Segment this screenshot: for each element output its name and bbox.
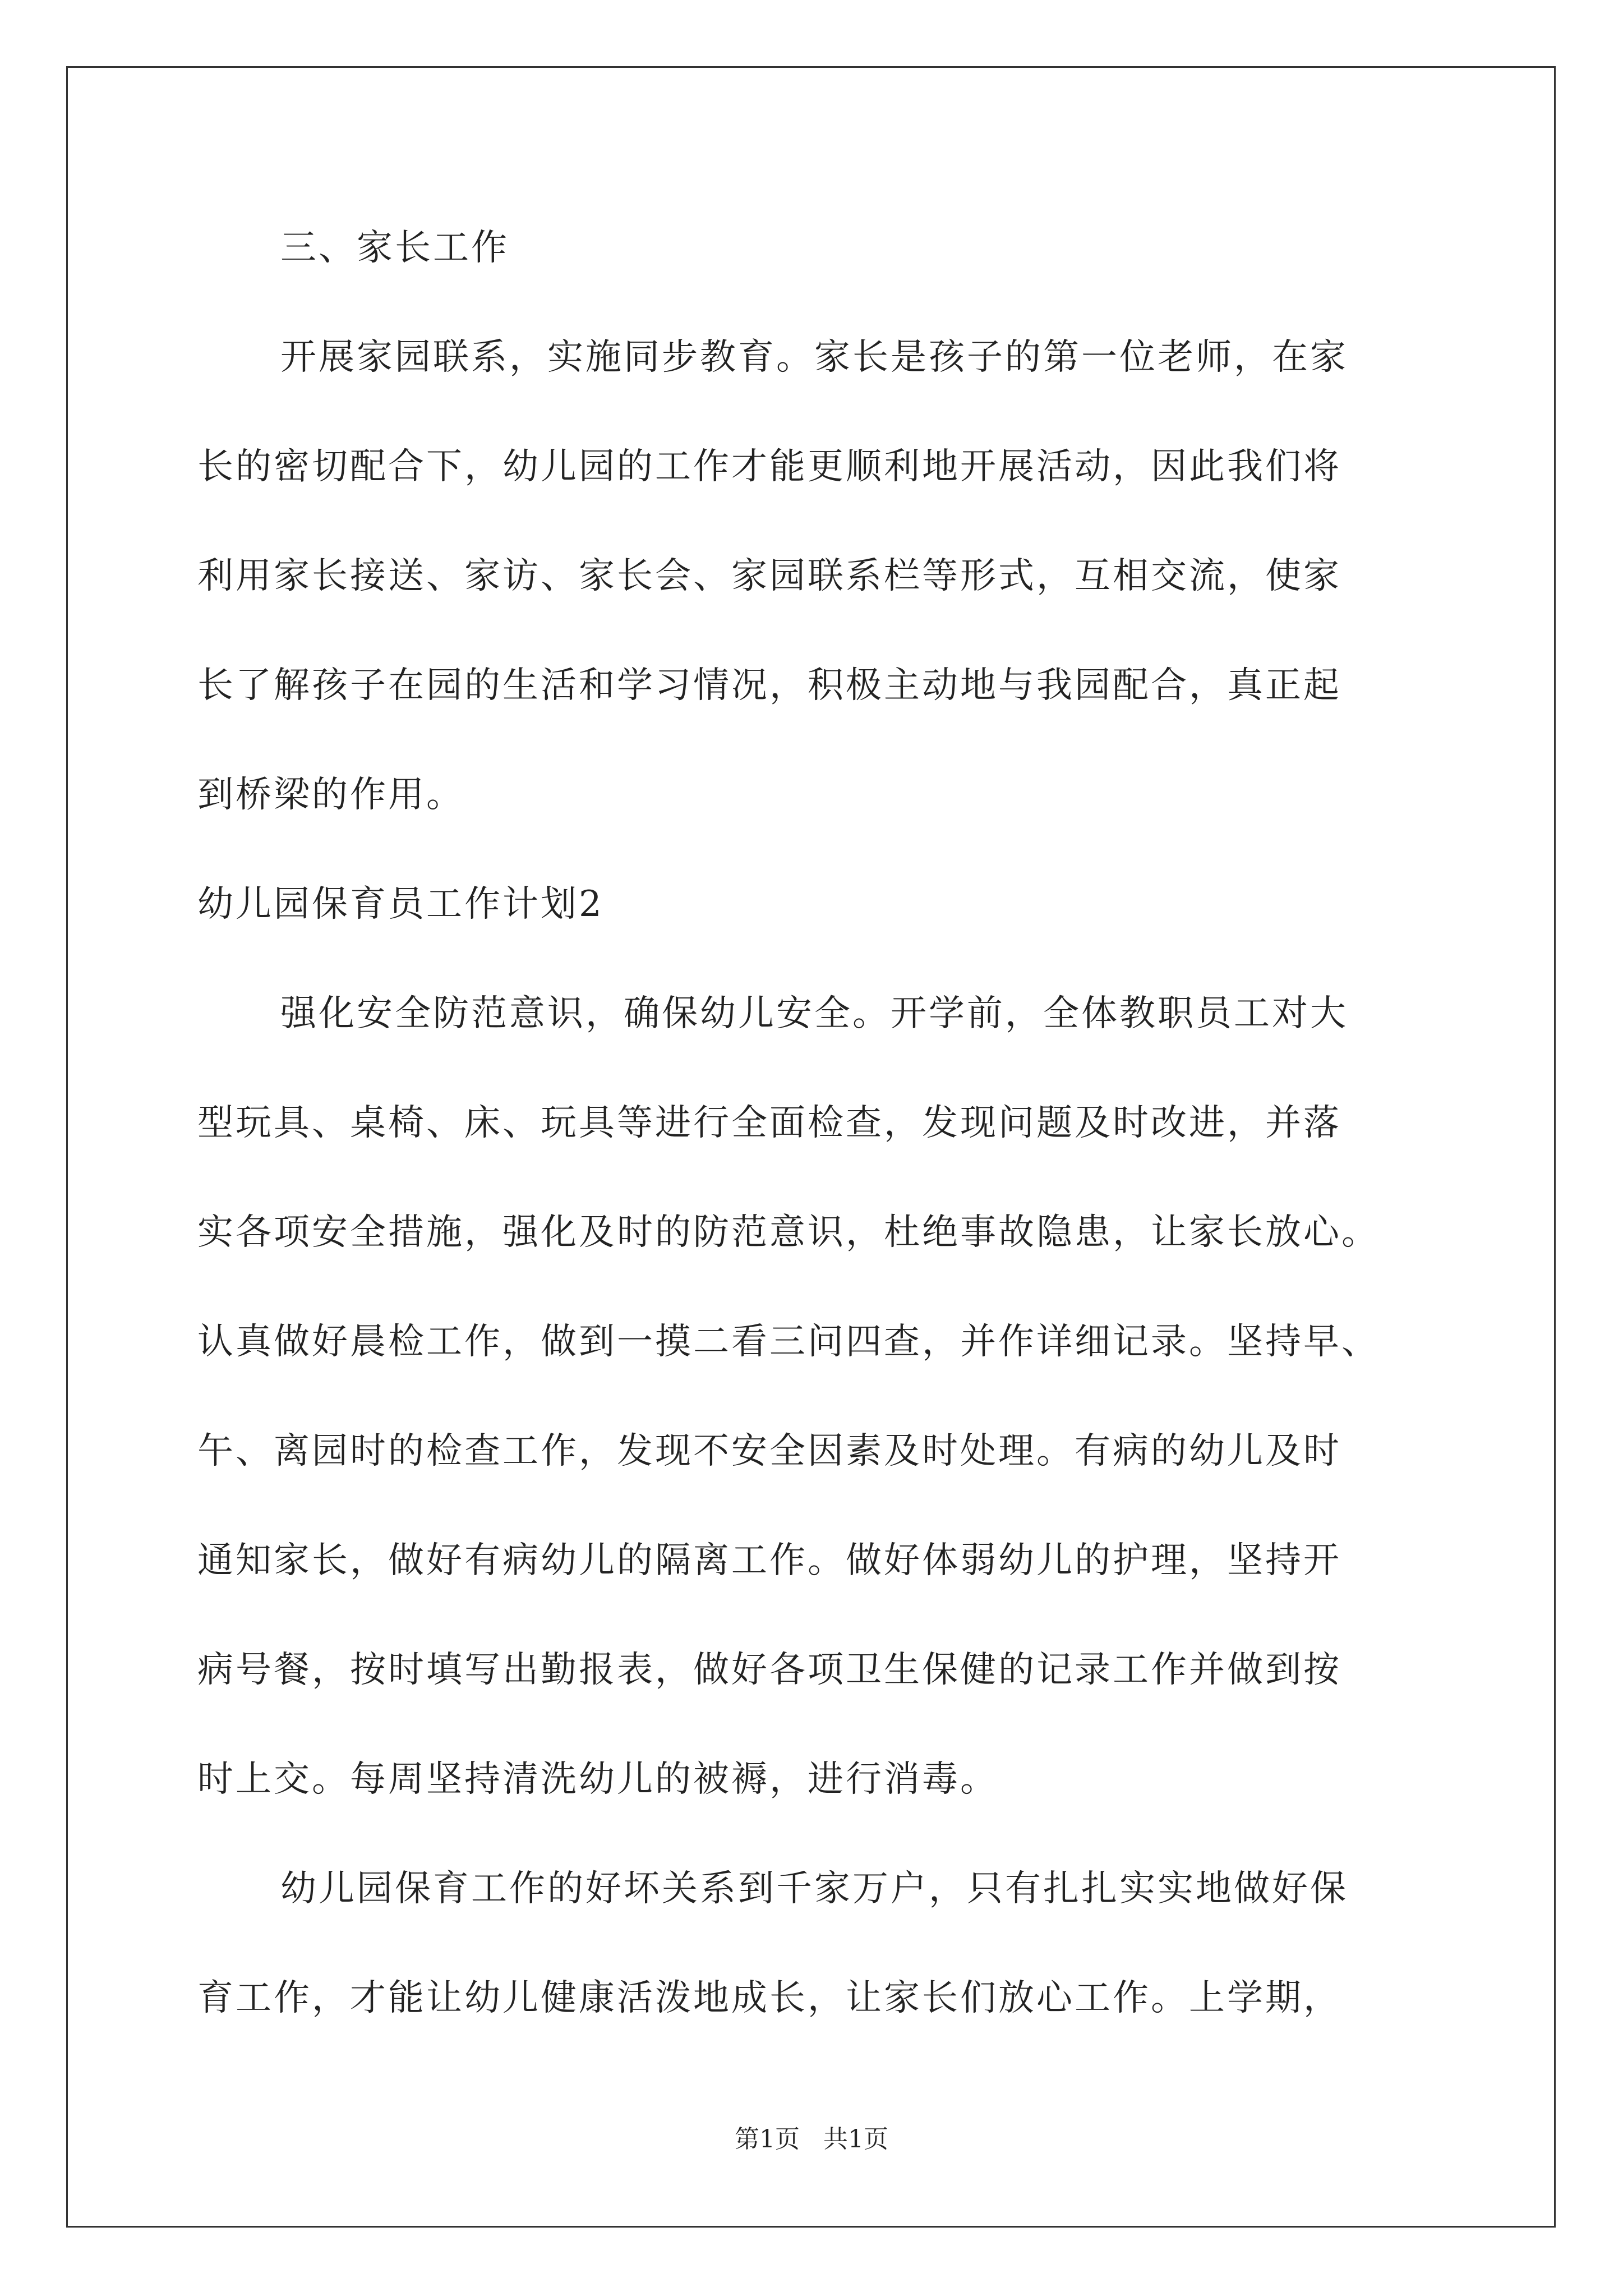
paragraph-line: 型玩具、桌椅、床、玩具等进行全面检查，发现问题及时改进，并落 bbox=[197, 1102, 1341, 1144]
paragraph-line: 育工作，才能让幼儿健康活泼地成长，让家长们放心工作。上学期， bbox=[197, 1977, 1341, 2019]
paragraph-line: 病号餐，按时填写出勤报表，做好各项卫生保健的记录工作并做到按 bbox=[197, 1649, 1341, 1691]
paragraph-line: 通知家长，做好有病幼儿的隔离工作。做好体弱幼儿的护理，坚持开 bbox=[197, 1540, 1341, 1581]
section-heading: 三、家长工作 bbox=[280, 227, 509, 269]
paragraph-line: 长了解孩子在园的生活和学习情况，积极主动地与我园配合，真正起 bbox=[197, 665, 1341, 706]
paragraph-line: 午、离园时的检查工作，发现不安全因素及时处理。有病的幼儿及时 bbox=[197, 1430, 1341, 1472]
paragraph-line: 认真做好晨检工作，做到一摸二看三问四查，并作详细记录。坚持早、 bbox=[197, 1321, 1380, 1363]
paragraph-line: 开展家园联系，实施同步教育。家长是孩子的第一位老师，在家 bbox=[280, 337, 1348, 378]
document-title: 幼儿园保育员工作计划2 bbox=[197, 884, 604, 925]
paragraph-line: 长的密切配合下，幼儿园的工作才能更顺利地开展活动，因此我们将 bbox=[197, 446, 1341, 487]
paragraph-line: 强化安全防范意识，确保幼儿安全。开学前，全体教职员工对大 bbox=[280, 993, 1348, 1034]
paragraph-line: 利用家长接送、家访、家长会、家园联系栏等形式，互相交流，使家 bbox=[197, 555, 1341, 597]
page-footer: 第1页 共1页 bbox=[735, 2125, 888, 2154]
paragraph-line: 实各项安全措施，强化及时的防范意识，杜绝事故隐患，让家长放心。 bbox=[197, 1212, 1380, 1253]
paragraph-line: 幼儿园保育工作的好坏关系到千家万户，只有扎扎实实地做好保 bbox=[280, 1868, 1348, 1910]
paragraph-line: 到桥梁的作用。 bbox=[197, 774, 464, 816]
paragraph-line: 时上交。每周坚持清洗幼儿的被褥，进行消毒。 bbox=[197, 1759, 998, 1800]
